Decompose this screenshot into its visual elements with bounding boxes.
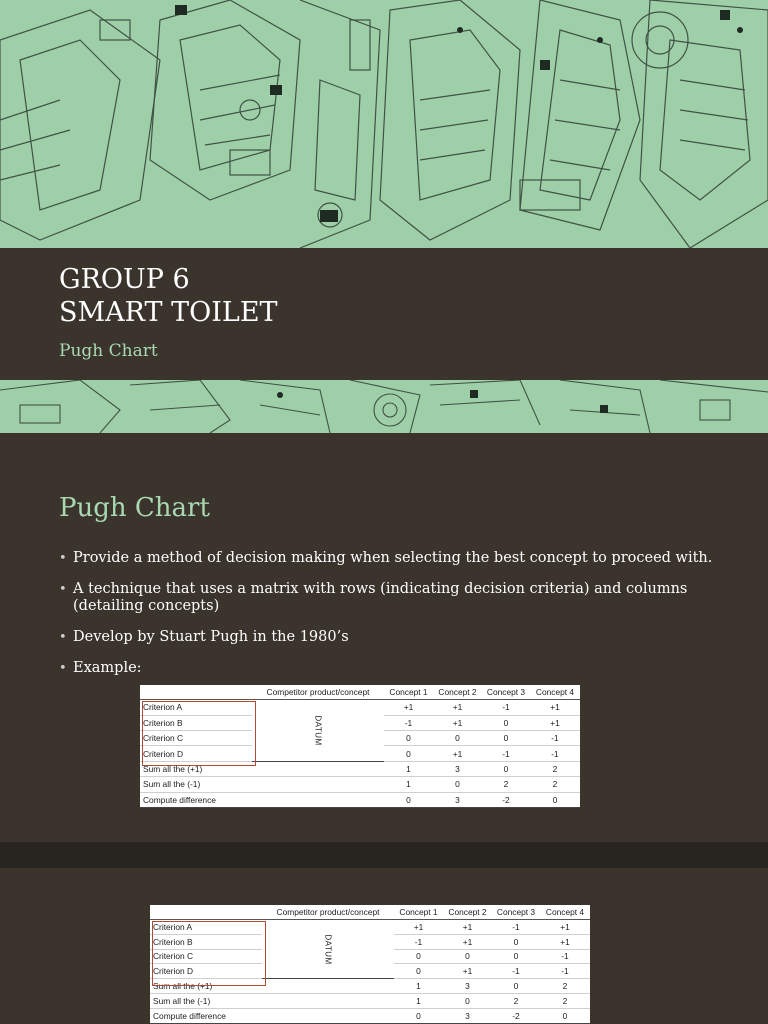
empty-cell — [262, 1009, 394, 1024]
score-cell: 0 — [433, 730, 482, 745]
score-cell: 0 — [394, 949, 443, 964]
score-cell: -2 — [492, 1009, 540, 1024]
empty-cell — [252, 792, 384, 807]
score-cell: +1 — [530, 700, 580, 715]
score-cell: 2 — [530, 777, 580, 792]
score-cell: 0 — [530, 792, 580, 807]
score-cell: -1 — [492, 919, 540, 934]
score-cell: 3 — [443, 979, 492, 994]
criterion-label: Criterion A — [150, 919, 262, 934]
score-cell: +1 — [443, 964, 492, 979]
bullet-item: • A technique that uses a matrix with rows (indicating decision criteria) and columns (detailing concepts) — [59, 581, 719, 615]
summary-label: Compute difference — [140, 792, 252, 807]
header-cell: Concept 4 — [530, 685, 580, 700]
score-cell: +1 — [384, 700, 433, 715]
slide-title — [59, 263, 278, 329]
bullet-item: • Develop by Stuart Pugh in the 1980’s — [59, 629, 719, 646]
pugh-matrix-image — [140, 685, 580, 808]
header-cell: Concept 1 — [394, 905, 443, 919]
pugh-matrix-image-large — [150, 905, 590, 1024]
criterion-label: Criterion C — [150, 949, 262, 964]
score-cell: +1 — [530, 715, 580, 730]
datum-label: DATUM — [323, 934, 333, 965]
score-cell: -1 — [540, 964, 590, 979]
city-illustration — [0, 0, 768, 248]
score-cell: 0 — [540, 1009, 590, 1024]
score-cell: +1 — [443, 934, 492, 949]
criterion-label: Criterion B — [140, 715, 252, 730]
city-illustration-small — [0, 380, 768, 433]
score-cell: 0 — [492, 934, 540, 949]
header-cell: Concept 3 — [482, 685, 530, 700]
header-cell: Concept 2 — [433, 685, 482, 700]
city-illustration-strip — [0, 380, 768, 433]
score-cell: 1 — [394, 994, 443, 1009]
score-cell: 3 — [433, 761, 482, 776]
score-cell: +1 — [394, 919, 443, 934]
bullet-list — [59, 550, 719, 691]
header-cell: Concept 1 — [384, 685, 433, 700]
bullet-item: • Provide a method of decision making when selecting the best concept to proceed with. — [59, 550, 719, 567]
table-row — [140, 700, 580, 715]
table-row — [150, 919, 590, 934]
criterion-label: Criterion A — [140, 700, 252, 715]
score-cell: 3 — [443, 1009, 492, 1024]
summary-label: Sum all the (-1) — [140, 777, 252, 792]
score-cell: +1 — [433, 715, 482, 730]
score-cell: -1 — [540, 949, 590, 964]
pugh-table-slide — [0, 868, 768, 1024]
table-row — [140, 761, 580, 776]
criterion-label: Criterion D — [150, 964, 262, 979]
empty-cell — [252, 761, 384, 776]
score-cell: 0 — [384, 792, 433, 807]
datum-label: DATUM — [313, 715, 323, 747]
score-cell: 2 — [482, 777, 530, 792]
pugh-chart-slide — [0, 433, 768, 842]
city-illustration-banner — [0, 0, 768, 248]
table-row — [150, 1009, 590, 1024]
score-cell: 3 — [433, 792, 482, 807]
score-cell: 1 — [384, 777, 433, 792]
score-cell: 0 — [492, 979, 540, 994]
score-cell: 0 — [482, 761, 530, 776]
table-row — [150, 994, 590, 1009]
empty-cell — [262, 994, 394, 1009]
summary-label: Sum all the (+1) — [140, 761, 252, 776]
score-cell: +1 — [540, 934, 590, 949]
score-cell: +1 — [433, 746, 482, 761]
summary-label: Sum all the (+1) — [150, 979, 262, 994]
header-cell: Competitor product/concept — [252, 685, 384, 700]
pugh-header-row — [140, 685, 580, 700]
score-cell: -1 — [482, 746, 530, 761]
table-row — [140, 792, 580, 807]
slide-heading: Pugh Chart — [59, 493, 210, 523]
summary-label: Compute difference — [150, 1009, 262, 1024]
score-cell: 2 — [540, 994, 590, 1009]
score-cell: 0 — [384, 730, 433, 745]
score-cell: 1 — [384, 761, 433, 776]
bullet-item: • Example: — [59, 660, 719, 677]
header-cell: Concept 3 — [492, 905, 540, 919]
score-cell: -1 — [530, 730, 580, 745]
title-line-group: GROUP 6 — [59, 264, 190, 295]
score-cell: 0 — [482, 715, 530, 730]
score-cell: -1 — [384, 715, 433, 730]
score-cell: 0 — [433, 777, 482, 792]
score-cell: 1 — [394, 979, 443, 994]
score-cell: 0 — [443, 994, 492, 1009]
criterion-label: Criterion C — [140, 730, 252, 745]
criterion-label: Criterion B — [150, 934, 262, 949]
pugh-header-row — [150, 905, 590, 919]
score-cell: -1 — [492, 964, 540, 979]
score-cell: 0 — [394, 964, 443, 979]
slide-subtitle: Pugh Chart — [59, 341, 158, 361]
score-cell: 2 — [530, 761, 580, 776]
score-cell: +1 — [433, 700, 482, 715]
empty-cell — [262, 979, 394, 994]
empty-cell — [252, 777, 384, 792]
score-cell: 0 — [443, 949, 492, 964]
score-cell: +1 — [540, 919, 590, 934]
score-cell: 0 — [482, 730, 530, 745]
datum-cell — [252, 700, 384, 762]
table-row — [140, 777, 580, 792]
header-cell: Concept 4 — [540, 905, 590, 919]
score-cell: 0 — [394, 1009, 443, 1024]
summary-label: Sum all the (-1) — [150, 994, 262, 1009]
score-cell: 2 — [540, 979, 590, 994]
header-cell — [140, 685, 252, 700]
title-slide — [0, 0, 768, 433]
score-cell: -1 — [530, 746, 580, 761]
datum-cell — [262, 919, 394, 979]
header-cell: Competitor product/concept — [262, 905, 394, 919]
header-cell — [150, 905, 262, 919]
score-cell: -1 — [482, 700, 530, 715]
pugh-matrix-table — [140, 685, 580, 808]
score-cell: -1 — [394, 934, 443, 949]
pugh-matrix-table — [150, 905, 590, 1024]
score-cell: 0 — [492, 949, 540, 964]
score-cell: 0 — [384, 746, 433, 761]
criterion-label: Criterion D — [140, 746, 252, 761]
slide-separator — [0, 842, 768, 868]
header-cell: Concept 2 — [443, 905, 492, 919]
score-cell: 2 — [492, 994, 540, 1009]
title-line-project: SMART TOILET — [59, 297, 278, 328]
score-cell: +1 — [443, 919, 492, 934]
table-row — [150, 979, 590, 994]
score-cell: -2 — [482, 792, 530, 807]
